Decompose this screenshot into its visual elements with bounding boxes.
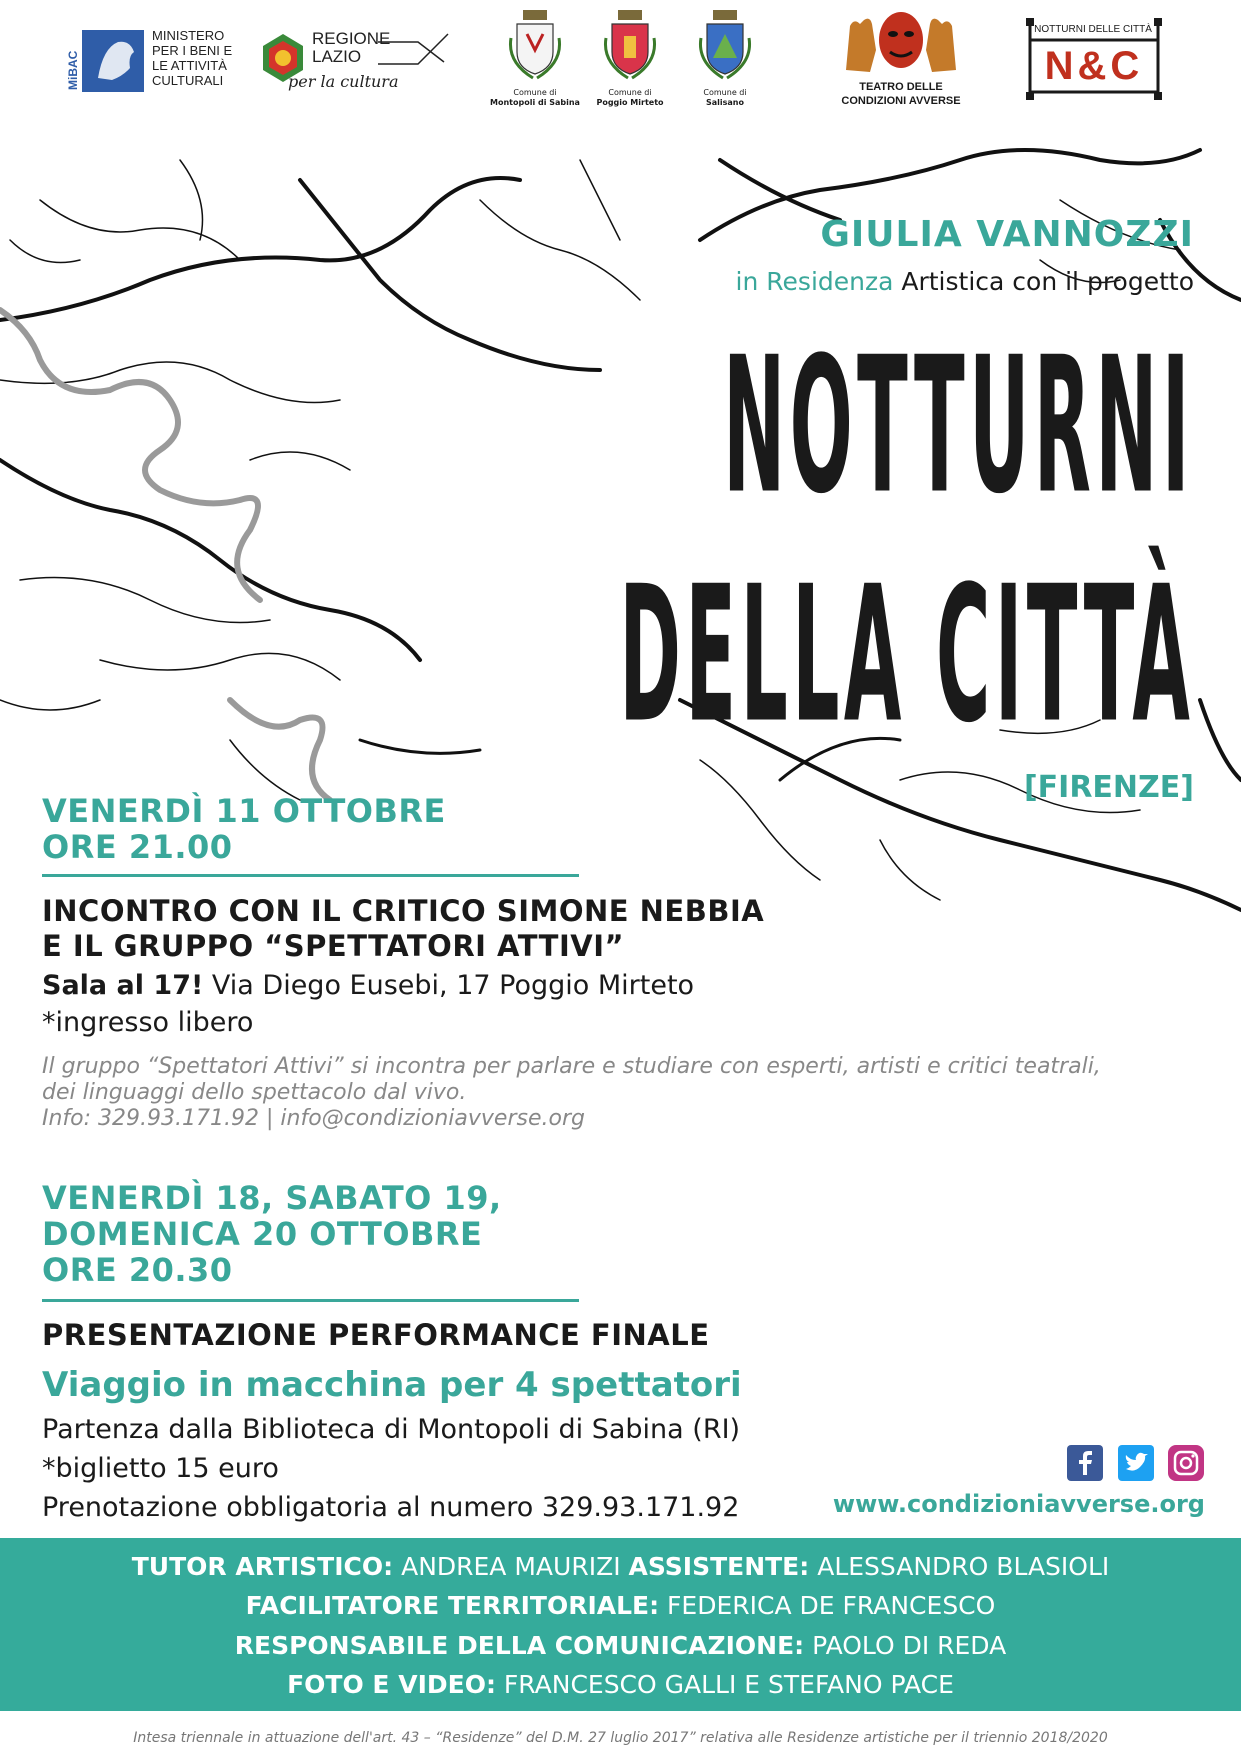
comuni-logos: [490, 8, 770, 118]
comune-line1: Comune di: [513, 88, 557, 97]
event1-entry: *ingresso libero: [42, 1007, 254, 1038]
event2-ticket: *biglietto 15 euro: [42, 1453, 279, 1484]
coat-of-arms-icon: [505, 8, 565, 84]
residency-prefix: in Residenza: [735, 267, 894, 296]
mibac-line: PER I BENI E: [152, 43, 233, 58]
lazio-tagline: per la cultura: [288, 72, 399, 91]
comune-line2: Poggio Mirteto: [596, 98, 664, 107]
credit-label: FOTO E VIDEO:: [287, 1670, 496, 1699]
residency-line: [736, 267, 1194, 296]
lazio-name-line2: LAZIO: [312, 47, 362, 66]
comune-salisano: [680, 8, 770, 108]
comune-poggio-mirteto: [585, 8, 675, 108]
event2-divider: [42, 1299, 579, 1302]
event1-venue-name: Sala al 17!: [42, 970, 204, 1001]
comune-montopoli: [490, 8, 580, 108]
credit-label: RESPONSABILE DELLA COMUNICAZIONE:: [234, 1631, 805, 1660]
project-title-line1: NOTTURNI: [723, 318, 1194, 536]
mibac-line: LE ATTIVITÀ: [152, 58, 227, 73]
mibac-emblem-icon: [68, 28, 148, 96]
event2-title: PRESENTAZIONE PERFORMANCE FINALE: [42, 1318, 710, 1352]
credit-value: ANDREA MAURIZI: [393, 1552, 629, 1581]
lazio-name-line1: REGIONE: [312, 29, 391, 48]
legal-note: Intesa triennale in attuazione dell'art. 43 – “Residenze” del D.M. 27 luglio 2017” relativa alle Residenze artistiche per il triennio 2018/2020: [133, 1730, 1108, 1746]
credit-label: FACILITATORE TERRITORIALE:: [245, 1591, 660, 1620]
comune-line1: Comune di: [703, 88, 747, 97]
credit-label: TUTOR ARTISTICO:: [131, 1552, 394, 1581]
coat-of-arms-icon: [695, 8, 755, 84]
residency-suffix: Artistica con il progetto: [893, 267, 1194, 296]
regione-lazio-logo: [258, 28, 438, 96]
credit-foto-video: [0, 1670, 1241, 1699]
event1-venue-address: Via Diego Eusebi, 17 Poggio Mirteto: [203, 970, 695, 1001]
credit-value: FEDERICA DE FRANCESCO: [659, 1591, 996, 1620]
website-link[interactable]: www.condizioniavverse.org: [832, 1490, 1205, 1518]
coat-of-arms-icon: [600, 8, 660, 84]
mask-gloves-icon: [836, 10, 966, 76]
credit-value: ALESSANDRO BLASIOLI: [809, 1552, 1110, 1581]
mibac-line: CULTURALI: [152, 73, 224, 88]
project-title-line2: DELLA CITTÀ: [619, 547, 1194, 765]
event1-note-line1: Il gruppo “Spettatori Attivi” si incontra per parlare e studiare con esperti, artisti e critici teatrali,: [42, 1054, 1101, 1079]
ndc-top-text: NOTTURNI DELLE CITTÀ: [1034, 24, 1152, 35]
event2-subtitle: Viaggio in macchina per 4 spettatori: [42, 1365, 742, 1405]
credit-value: FRANCESCO GALLI E STEFANO PACE: [495, 1670, 954, 1699]
instagram-icon[interactable]: [1168, 1445, 1204, 1481]
ndc-mark: N&C: [1044, 44, 1144, 88]
credit-label: ASSISTENTE:: [628, 1552, 810, 1581]
event1-time: ORE 21.00: [42, 828, 233, 866]
mibac-line: MINISTERO: [152, 28, 225, 43]
credit-tutor: [0, 1552, 1241, 1581]
comune-line1: Comune di: [608, 88, 652, 97]
twitter-icon[interactable]: [1118, 1445, 1154, 1481]
event2-booking: Prenotazione obbligatoria al numero 329.93.171.92: [42, 1492, 740, 1523]
artist-name: GIULIA VANNOZZI: [820, 214, 1194, 255]
credit-value: PAOLO DI REDA: [804, 1631, 1007, 1660]
event2-date-line1: VENERDÌ 18, SABATO 19,: [42, 1179, 502, 1217]
event1-date: VENERDÌ 11 OTTOBRE: [42, 792, 446, 830]
teatro-line1: TEATRO DELLE: [859, 81, 943, 93]
event1-title-line2: E IL GRUPPO “SPETTATORI ATTIVI”: [42, 929, 625, 963]
lazio-swoosh-icon: [378, 28, 458, 68]
comune-line2: Salisano: [706, 98, 744, 107]
comune-line2: Montopoli di Sabina: [490, 98, 580, 107]
teatro-condizioni-avverse-logo: [836, 10, 966, 110]
project-city: [FIRENZE]: [1023, 770, 1194, 805]
mibac-badge: MiBAC: [66, 50, 80, 90]
event1-divider: [42, 874, 579, 877]
facebook-icon[interactable]: [1067, 1445, 1103, 1481]
event1-title-line1: INCONTRO CON IL CRITICO SIMONE NEBBIA: [42, 894, 765, 928]
mibac-logo: [68, 28, 268, 96]
event2-time: ORE 20.30: [42, 1251, 233, 1289]
credit-comunicazione: [0, 1631, 1241, 1660]
credit-facilitatore: [0, 1591, 1241, 1620]
social-icons: [1067, 1445, 1217, 1485]
teatro-line2: CONDIZIONI AVVERSE: [841, 95, 961, 107]
event1-contact: Info: 329.93.171.92 | info@condizioniavverse.org: [42, 1106, 585, 1131]
event2-date-line2: DOMENICA 20 OTTOBRE: [42, 1215, 483, 1253]
event1-note-line2: dei linguaggi dello spettacolo dal vivo.: [42, 1080, 467, 1105]
notturni-delle-citta-logo: [1024, 18, 1164, 100]
event1-venue: [42, 968, 694, 1004]
event2-departure: Partenza dalla Biblioteca di Montopoli di Sabina (RI): [42, 1414, 741, 1445]
